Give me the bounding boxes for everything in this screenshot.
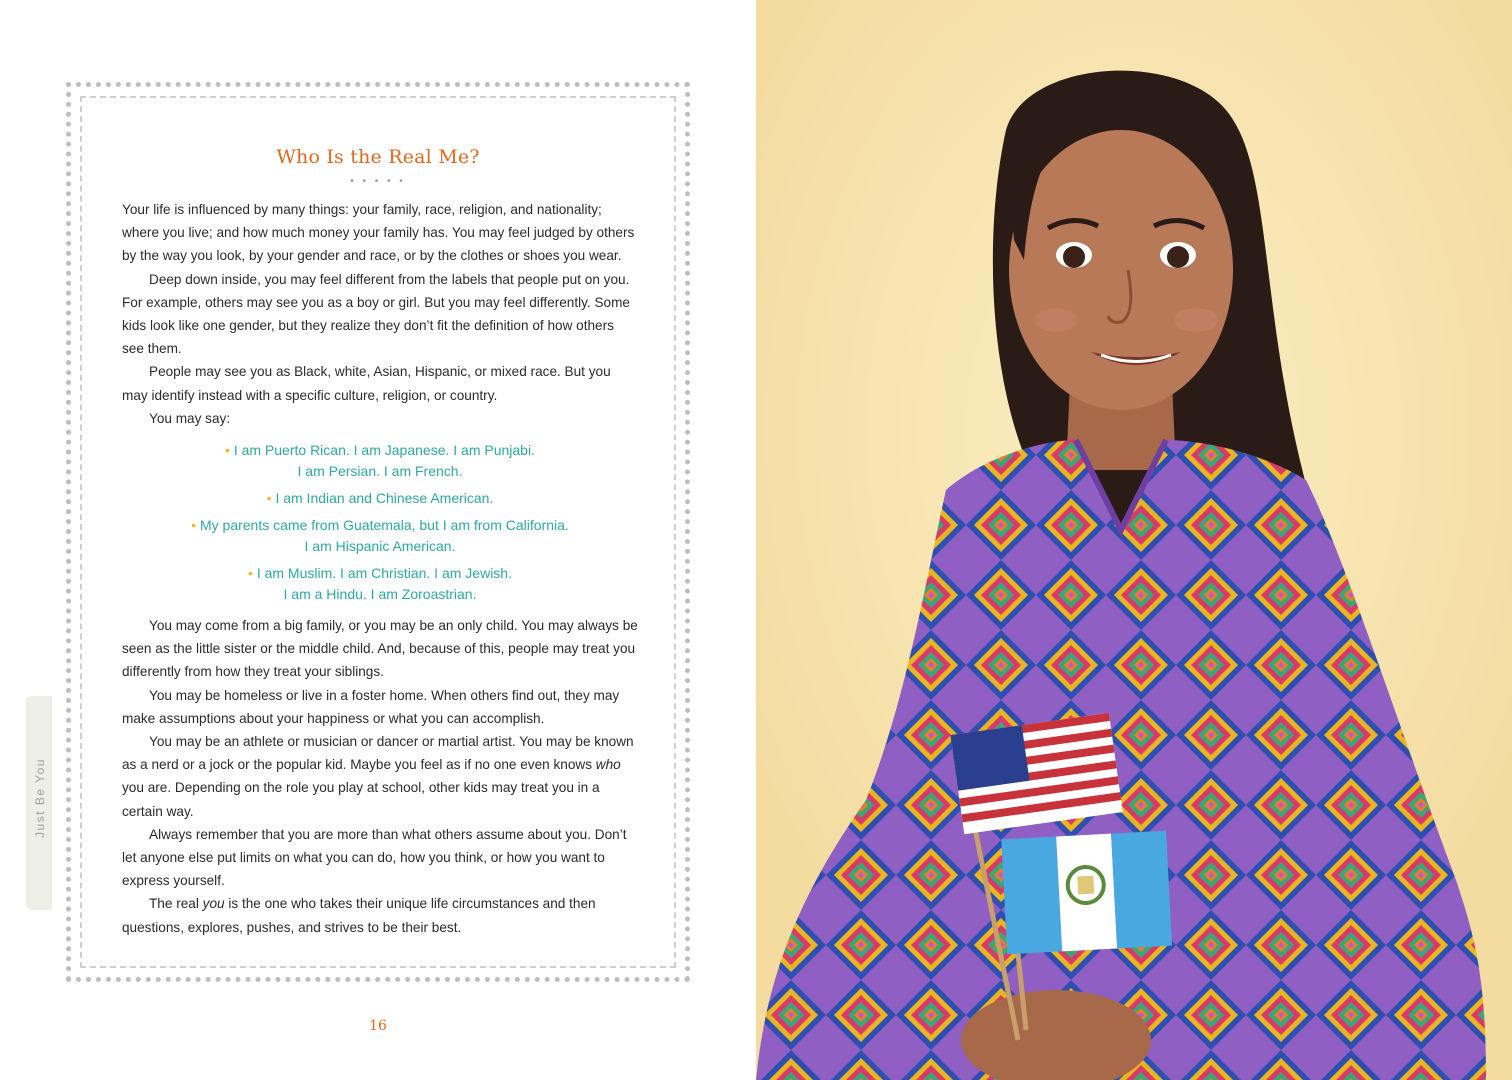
- paragraph-9-emphasis: you: [202, 896, 225, 912]
- bullet-icon: •: [248, 565, 257, 582]
- us-flag-canton: [950, 725, 1029, 790]
- quote-item-3: [122, 515, 638, 557]
- left-iris: [1063, 246, 1085, 268]
- bullet-icon: •: [191, 517, 200, 534]
- paragraph-7: [122, 730, 638, 823]
- quote-4-line-2: I am a Hindu. I am Zoroastrian.: [283, 586, 477, 603]
- right-iris: [1167, 246, 1189, 268]
- guatemala-flag-right-band: [1111, 831, 1172, 949]
- page-title: Who Is the Real Me?: [276, 146, 480, 168]
- left-cheek: [1034, 308, 1078, 332]
- paragraph-8: Always remember that you are more than what others assume about you. Don’t let anyone else put limits on what you can do, how you think, or how you want to express yourself.: [122, 826, 627, 889]
- title-ornament: • • • • •: [350, 176, 406, 187]
- bullet-icon: •: [225, 442, 234, 459]
- page-number: 16: [369, 1018, 387, 1034]
- paragraph-3: People may see you as Black, white, Asian, Hispanic, or mixed race. But you may identify instead with a specific culture, religion, or country.: [122, 364, 611, 403]
- paragraph-6: You may be homeless or live in a foster home. When others find out, they may make assumptions about your happiness or what you can accomplish.: [122, 687, 620, 726]
- girl-with-flags-illustration: [756, 0, 1512, 1080]
- guatemala-flag-left-band: [1001, 836, 1062, 954]
- chapter-side-tab: [26, 696, 52, 910]
- bullet-icon: •: [266, 490, 276, 507]
- quote-item-2: [122, 488, 638, 509]
- paragraph-9-b: is the one who takes their unique life circumstances and then questions, explores, pushes, and strives to be their best.: [122, 896, 596, 935]
- right-page: [756, 0, 1512, 1080]
- quote-4-line-1: I am Muslim. I am Christian. I am Jewish.: [256, 565, 512, 582]
- quote-1-line-1: I am Puerto Rican. I am Japanese. I am Punjabi.: [233, 442, 535, 459]
- paragraph-7-emphasis: who: [595, 757, 621, 773]
- paragraph-7-b: you are. Depending on the role you play at school, other kids may treat you in a certain way.: [122, 780, 600, 819]
- guatemala-flag-cloth: [1001, 831, 1172, 954]
- paragraph-9: [122, 892, 638, 938]
- body-text: [122, 198, 638, 939]
- identity-quote-list: [122, 440, 638, 605]
- paragraph-2: Deep down inside, you may feel different from the labels that people put on you. For example, others may see you as a boy or girl. But you may feel differently. Some kids look like one gender, but they realize they don’t fit the definition of how others see them.: [122, 271, 630, 357]
- quote-2-line-1: I am Indian and Chinese American.: [275, 490, 494, 507]
- quote-1-line-2: I am Persian. I am French.: [297, 463, 463, 480]
- right-cheek: [1174, 308, 1218, 332]
- quote-3-line-2: I am Hispanic American.: [304, 538, 456, 555]
- guatemala-flag-scroll: [1077, 876, 1094, 895]
- paragraph-1: Your life is influenced by many things: your family, race, religion, and nationality; where you live; and how much money your family has. You may feel judged by others by the way you look, by your gender and race, or by the clothes or shoes you wear.: [122, 202, 635, 264]
- face: [1009, 130, 1233, 410]
- quote-item-4: [122, 563, 638, 605]
- paragraph-5: You may come from a big family, or you may be an only child. You may always be seen as the little sister or the middle child. And, because of this, people may treat you differently from how they treat your siblings.: [122, 618, 638, 680]
- quote-item-1: [122, 440, 638, 482]
- paragraph-4: You may say:: [149, 410, 231, 426]
- quote-3-line-1: My parents came from Guatemala, but I am from California.: [199, 517, 569, 534]
- paragraph-9-a: The real: [149, 896, 203, 912]
- paragraph-7-a: You may be an athlete or musician or dancer or martial artist. You may be known as a nerd or a jock or the popular kid. Maybe you feel as if no one even knows: [122, 734, 634, 773]
- side-tab-label: Just Be You: [33, 758, 47, 838]
